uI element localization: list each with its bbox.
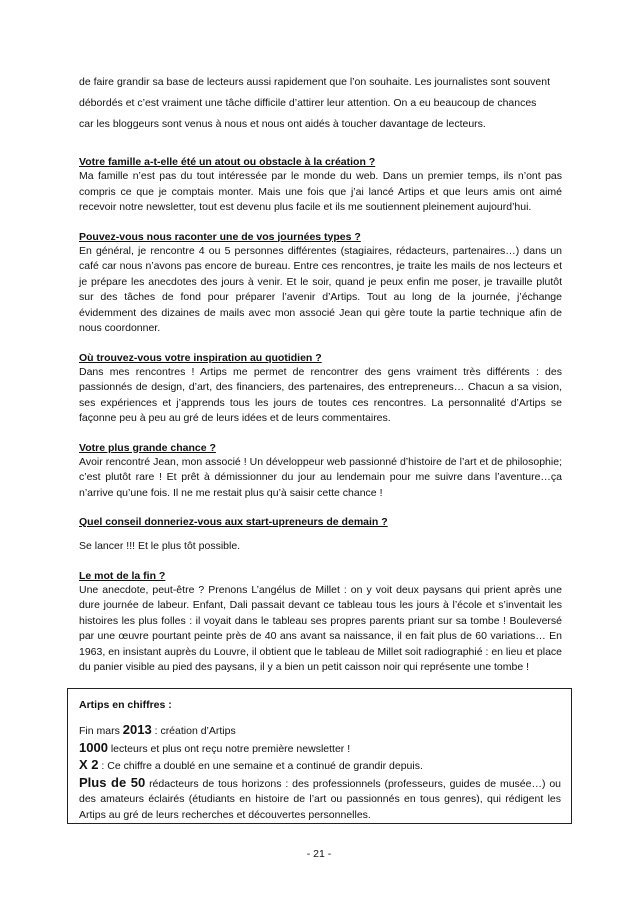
qa-chance — [79, 441, 562, 502]
page-number: - 21 - — [306, 848, 332, 860]
box-line-readers — [79, 740, 561, 758]
question-heading: Votre famille a-t-elle été un atout ou obstacle à la création ? — [79, 156, 376, 168]
question-heading: Où trouvez-vous votre inspiration au quotidien ? — [79, 351, 322, 364]
intro-line: débordés et c’est vraiment une tâche difficile d’attirer leur attention. On a eu beaucoup de chances — [79, 97, 537, 109]
line-suffix: : création d’Artips — [151, 725, 236, 737]
box-title: Artips en chiffres : — [79, 699, 172, 711]
intro-line: de faire grandir sa base de lecteurs aussi rapidement que l’on souhaite. Les journalistes sont souvent — [79, 76, 551, 88]
line-suffix: rédacteurs de tous horizons : des professionnels (professeurs, guides de musée…) ou des amateurs éclairés (étudiants en histoire de l’art ou passionnés en tous genres), qui rédigent les Artips au gré de leurs recherches et découvertes personnelles. — [79, 777, 561, 821]
answer-text: Se lancer !!! Et le plus tôt possible. — [79, 540, 241, 552]
line-suffix: : Ce chiffre a doublé en une semaine et a continué de grandir depuis. — [98, 760, 423, 772]
figure-50: Plus de 50 — [79, 774, 146, 790]
line-suffix: lecteurs et plus ont reçu notre première newsletter ! — [107, 742, 351, 755]
qa-final-word — [79, 569, 562, 676]
answer-text: En général, je rencontre 4 ou 5 personnes différentes (stagiaires, rédacteurs, partenaires…) dans un café car nous n’avons pas encore de bureau. Entre ces rencontres, je traite les mails de nos lecteurs et je prépare les anecdotes des jours à venir. Et le soir, quand je peux enfin me poser, je travaille plutôt sur des tâches de fond pour préparer l’avenir d’Artips. Tout au long de la journée, j’échange évidemment des dizaines de mails avec mon associé Jean qui gère toute la partie technique afin de nous coordonner. — [79, 244, 562, 334]
qa-advice — [79, 515, 562, 555]
question-heading: Pouvez-vous nous raconter une de vos journées types ? — [79, 230, 361, 243]
question-heading: Quel conseil donneriez-vous aux start-upreneurs de demain ? — [79, 516, 388, 528]
question-heading: Le mot de la fin ? — [79, 569, 166, 582]
box-line-growth — [79, 757, 561, 775]
figure-x2: X 2 — [79, 757, 99, 772]
answer-text: Une anecdote, peut-être ? Prenons L’angélus de Millet : on y voit deux paysans qui prient après une dure journée de labeur. Enfant, Dali passait devant ce tableau tous les jours à l’école et s’inventait les histoires les plus folles : il voyait dans le tableau ses propres parents priant sur sa tombe ! Bouleversé par une œuvre pourtant peinte près de 40 ans avant sa naissance, il en fait plus de 60 variations… En 1963, en insistant auprès du Louvre, il obtient que le tableau de Millet soit radiographié : en lieu et place du panier visible au pied des paysans, il y a bien un petit caisson noir qui représente une tombe ! — [79, 583, 562, 673]
intro-line: car les bloggeurs sont venus à nous et nous ont aidés à toucher davantage de lecteurs. — [79, 118, 486, 130]
qa-inspiration — [79, 351, 562, 427]
interview-content — [79, 72, 562, 676]
answer-text: Dans mes rencontres ! Artips me permet de rencontrer des gens vraiment très différents : des passionnés de design, d’art, des financiers, des partenaires, des entrepreneurs… Chacun a sa vision, ses expériences et j’apprends tous les jours de toutes ces rencontres. La personnalité d’Artips se façonne peu à peu au gré de leurs idées et de leurs commentaires. — [79, 365, 562, 424]
intro-paragraph — [79, 72, 562, 135]
qa-family — [79, 155, 562, 216]
answer-text: Ma famille n’est pas du tout intéressée par le monde du web. Dans un premier temps, ils n’ont pas compris ce que je comptais monter. Mais une fois que j’ai lancé Artips et que leurs amis ont aimé recevoir notre newsletter, tout est devenu plus facile et ils me soutiennent pleinement aujourd’hui. — [79, 170, 562, 213]
box-line-writers — [79, 775, 561, 824]
qa-typical-day — [79, 230, 562, 337]
figure-2013: 2013 — [122, 722, 152, 737]
box-line-creation — [79, 722, 561, 740]
line-prefix: Fin mars — [79, 725, 123, 737]
question-heading: Votre plus grande chance ? — [79, 441, 216, 454]
figures-box — [67, 688, 572, 824]
answer-text: Avoir rencontré Jean, mon associé ! Un développeur web passionné d’histoire de l’art et de philosophie; c’est plutôt rare ! Et prêt à démissionner du jour au lendemain pour me suivre dans l’aventure…ça n’arrive qu’une fois. Il ne me restait plus qu’à saisir cette chance ! — [79, 455, 562, 499]
figure-1000: 1000 — [79, 739, 108, 755]
spacer — [79, 529, 562, 539]
